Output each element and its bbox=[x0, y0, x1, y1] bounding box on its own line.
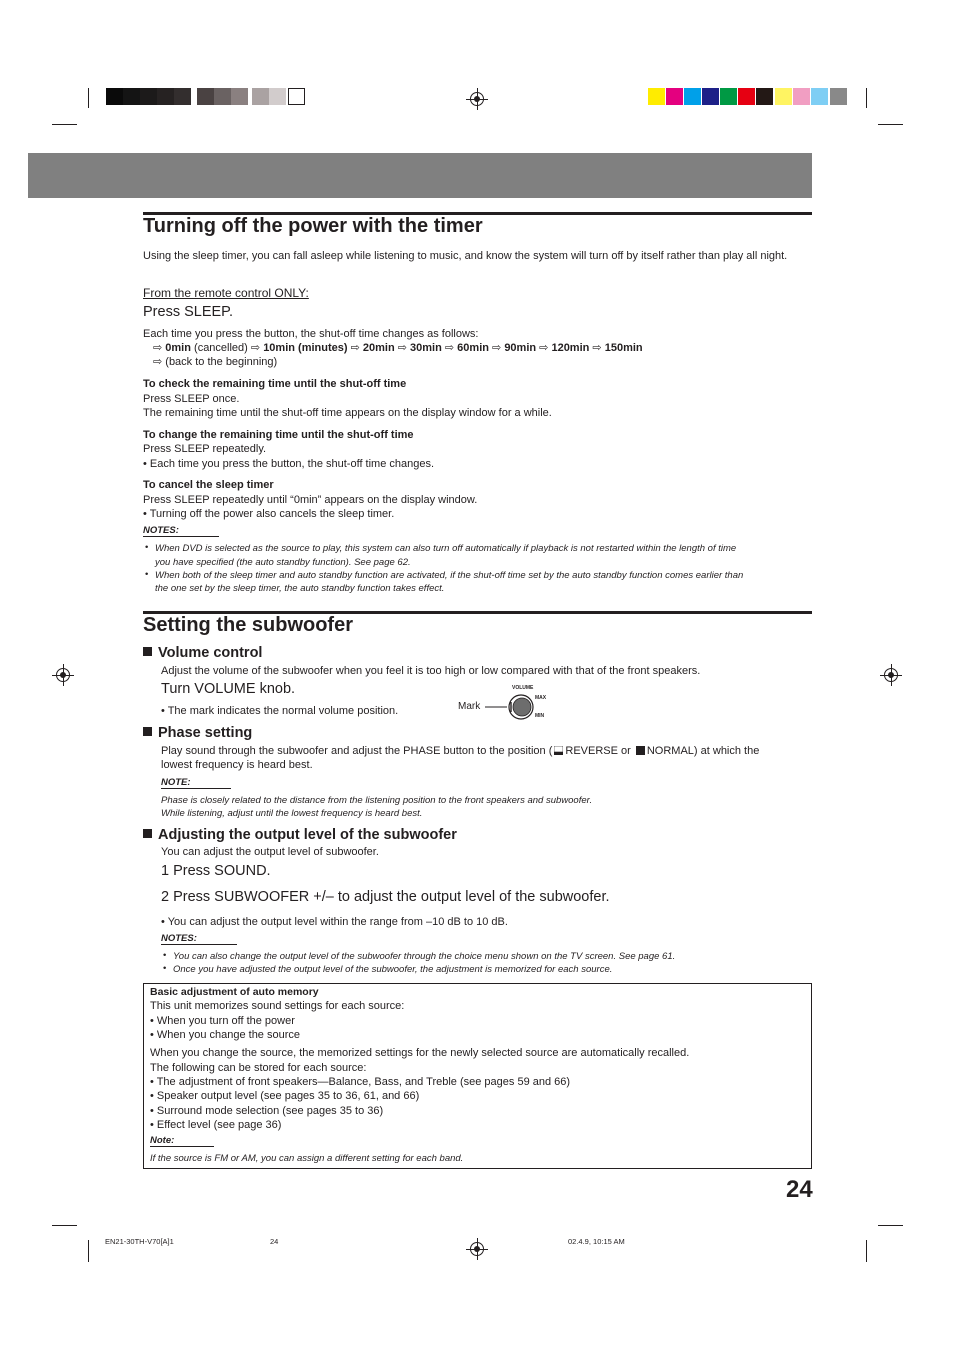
registration-mark-icon bbox=[470, 92, 484, 106]
remote-only-label: From the remote control ONLY: bbox=[143, 286, 309, 300]
note-text: the one set by the sleep timer, the auto standby function takes effect. bbox=[155, 583, 445, 594]
check-line: The remaining time until the shut-off time appears on the display window for a while. bbox=[143, 407, 552, 419]
box-line: The following can be stored for each source: bbox=[150, 1062, 367, 1074]
notes-heading: NOTES: bbox=[161, 933, 237, 945]
crop-mark bbox=[866, 1240, 867, 1262]
step-press-subwoofer: 2 Press SUBWOOFER +/– to adjust the output level of the subwoofer. bbox=[161, 889, 610, 905]
sequence-back: ⇨ (back to the beginning) bbox=[153, 356, 278, 368]
footer-right: 02.4.9, 10:15 AM bbox=[568, 1237, 625, 1246]
change-heading: To change the remaining time until the shut-off time bbox=[143, 429, 414, 441]
notes-heading: NOTES: bbox=[143, 525, 219, 537]
crop-mark bbox=[878, 1225, 903, 1226]
output-heading: Adjusting the output level of the subwoofer bbox=[143, 827, 457, 843]
intro-text: Using the sleep timer, you can fall asleep while listening to music, and know the system will turn off by itself rather than play all night. bbox=[143, 250, 788, 262]
box-note-heading: Note: bbox=[150, 1135, 214, 1147]
note-text: Once you have adjusted the output level of the subwoofer, the adjustment is memorized for each source. bbox=[173, 964, 613, 975]
registration-mark-icon bbox=[884, 668, 898, 682]
change-line: Press SLEEP repeatedly. bbox=[143, 443, 267, 455]
phase-desc: Play sound through the subwoofer and adjust the PHASE button to the position ( REVERSE or NORMAL) at which the bbox=[161, 745, 760, 757]
bullet: • bbox=[163, 963, 167, 974]
footer-left: EN21-30TH-V70[A]1 bbox=[105, 1237, 174, 1246]
check-line: Press SLEEP once. bbox=[143, 393, 240, 405]
box-line: • Speaker output level (see pages 35 to 36, 61, and 66) bbox=[150, 1090, 420, 1102]
cancel-line: Press SLEEP repeatedly until “0min” appears on the display window. bbox=[143, 494, 478, 506]
volume-bullet: • The mark indicates the normal volume position. bbox=[161, 705, 399, 717]
crop-mark bbox=[52, 1225, 77, 1226]
box-line: • The adjustment of front speakers—Balance, Bass, and Treble (see pages 59 and 66) bbox=[150, 1076, 571, 1088]
footer-center: 24 bbox=[270, 1237, 279, 1246]
check-heading: To check the remaining time until the shut-off time bbox=[143, 378, 407, 390]
box-line: • Effect level (see page 36) bbox=[150, 1119, 282, 1131]
box-heading: Basic adjustment of auto memory bbox=[150, 986, 319, 998]
box-line: • When you turn off the power bbox=[150, 1015, 295, 1027]
knob-min-label: MIN bbox=[535, 713, 545, 719]
box-note-text: If the source is FM or AM, you can assign a different setting for each band. bbox=[150, 1153, 464, 1164]
normal-position-icon bbox=[636, 746, 645, 755]
knob-volume-label: VOLUME bbox=[512, 685, 534, 691]
note-text: You can also change the output level of the subwoofer through the choice menu shown on the TV screen. See page 61. bbox=[173, 951, 676, 962]
output-bullet: • You can adjust the output level within the range from –10 dB to 10 dB. bbox=[161, 916, 508, 928]
each-time-text: Each time you press the button, the shut-off time changes as follows: bbox=[143, 328, 479, 340]
crop-mark bbox=[866, 88, 867, 108]
crop-mark bbox=[52, 124, 77, 125]
section-title: Setting the subwoofer bbox=[143, 614, 353, 636]
note-text: When DVD is selected as the source to play, this system can also turn off automatically if playback is not restarted within the length of time bbox=[155, 543, 737, 554]
crop-mark bbox=[88, 88, 89, 108]
bullet: • bbox=[145, 542, 149, 553]
note-heading: NOTE: bbox=[161, 777, 231, 789]
phase-desc: lowest frequency is heard best. bbox=[161, 759, 313, 771]
step-turn-volume: Turn VOLUME knob. bbox=[161, 681, 296, 697]
volume-heading: Volume control bbox=[143, 645, 262, 661]
volume-knob-illustration bbox=[458, 684, 548, 724]
box-line: • Surround mode selection (see pages 35 to 36) bbox=[150, 1105, 384, 1117]
crop-mark bbox=[878, 124, 903, 125]
knob-max-label: MAX bbox=[535, 695, 547, 701]
section-title: Turning off the power with the timer bbox=[143, 215, 483, 237]
header-bar bbox=[28, 153, 812, 198]
mark-label: Mark bbox=[458, 701, 481, 712]
box-line: • When you change the source bbox=[150, 1029, 300, 1041]
step-press-sleep: Press SLEEP. bbox=[143, 304, 234, 320]
shutoff-sequence: ⇨ 0min (cancelled) ⇨ 10min (minutes) ⇨ 20min ⇨ 30min ⇨ 60min ⇨ 90min ⇨ 120min ⇨ 150min bbox=[153, 342, 643, 354]
registration-mark-icon bbox=[470, 1242, 484, 1256]
crop-mark bbox=[88, 1240, 89, 1262]
phase-heading: Phase setting bbox=[143, 725, 252, 741]
note-text: you have specified (the auto standby function). See page 62. bbox=[155, 557, 411, 568]
cancel-line: • Turning off the power also cancels the sleep timer. bbox=[143, 508, 395, 520]
reverse-position-icon bbox=[554, 746, 563, 755]
box-line: This unit memorizes sound settings for each source: bbox=[150, 1000, 405, 1012]
cancel-heading: To cancel the sleep timer bbox=[143, 479, 274, 491]
change-line: • Each time you press the button, the shut-off time changes. bbox=[143, 458, 435, 470]
note-text: Phase is closely related to the distance from the listening position to the front speakers and subwoofer. bbox=[161, 795, 593, 806]
box-line: When you change the source, the memorized settings for the newly selected source are automatically recalled. bbox=[150, 1047, 690, 1059]
auto-memory-box bbox=[143, 983, 812, 1169]
output-desc: You can adjust the output level of subwoofer. bbox=[161, 846, 379, 858]
bullet: • bbox=[163, 950, 167, 961]
note-text: While listening, adjust until the lowest frequency is heard best. bbox=[161, 808, 423, 819]
volume-knob-icon bbox=[485, 692, 537, 722]
page-number: 24 bbox=[786, 1176, 813, 1203]
step-press-sound: 1 Press SOUND. bbox=[161, 863, 271, 879]
bullet: • bbox=[145, 569, 149, 580]
volume-desc: Adjust the volume of the subwoofer when you feel it is too high or low compared with that of the front speakers. bbox=[161, 665, 701, 677]
registration-mark-icon bbox=[56, 668, 70, 682]
note-text: When both of the sleep timer and auto standby function are activated, if the shut-off time set by the auto standby function comes earlier than bbox=[155, 570, 744, 581]
